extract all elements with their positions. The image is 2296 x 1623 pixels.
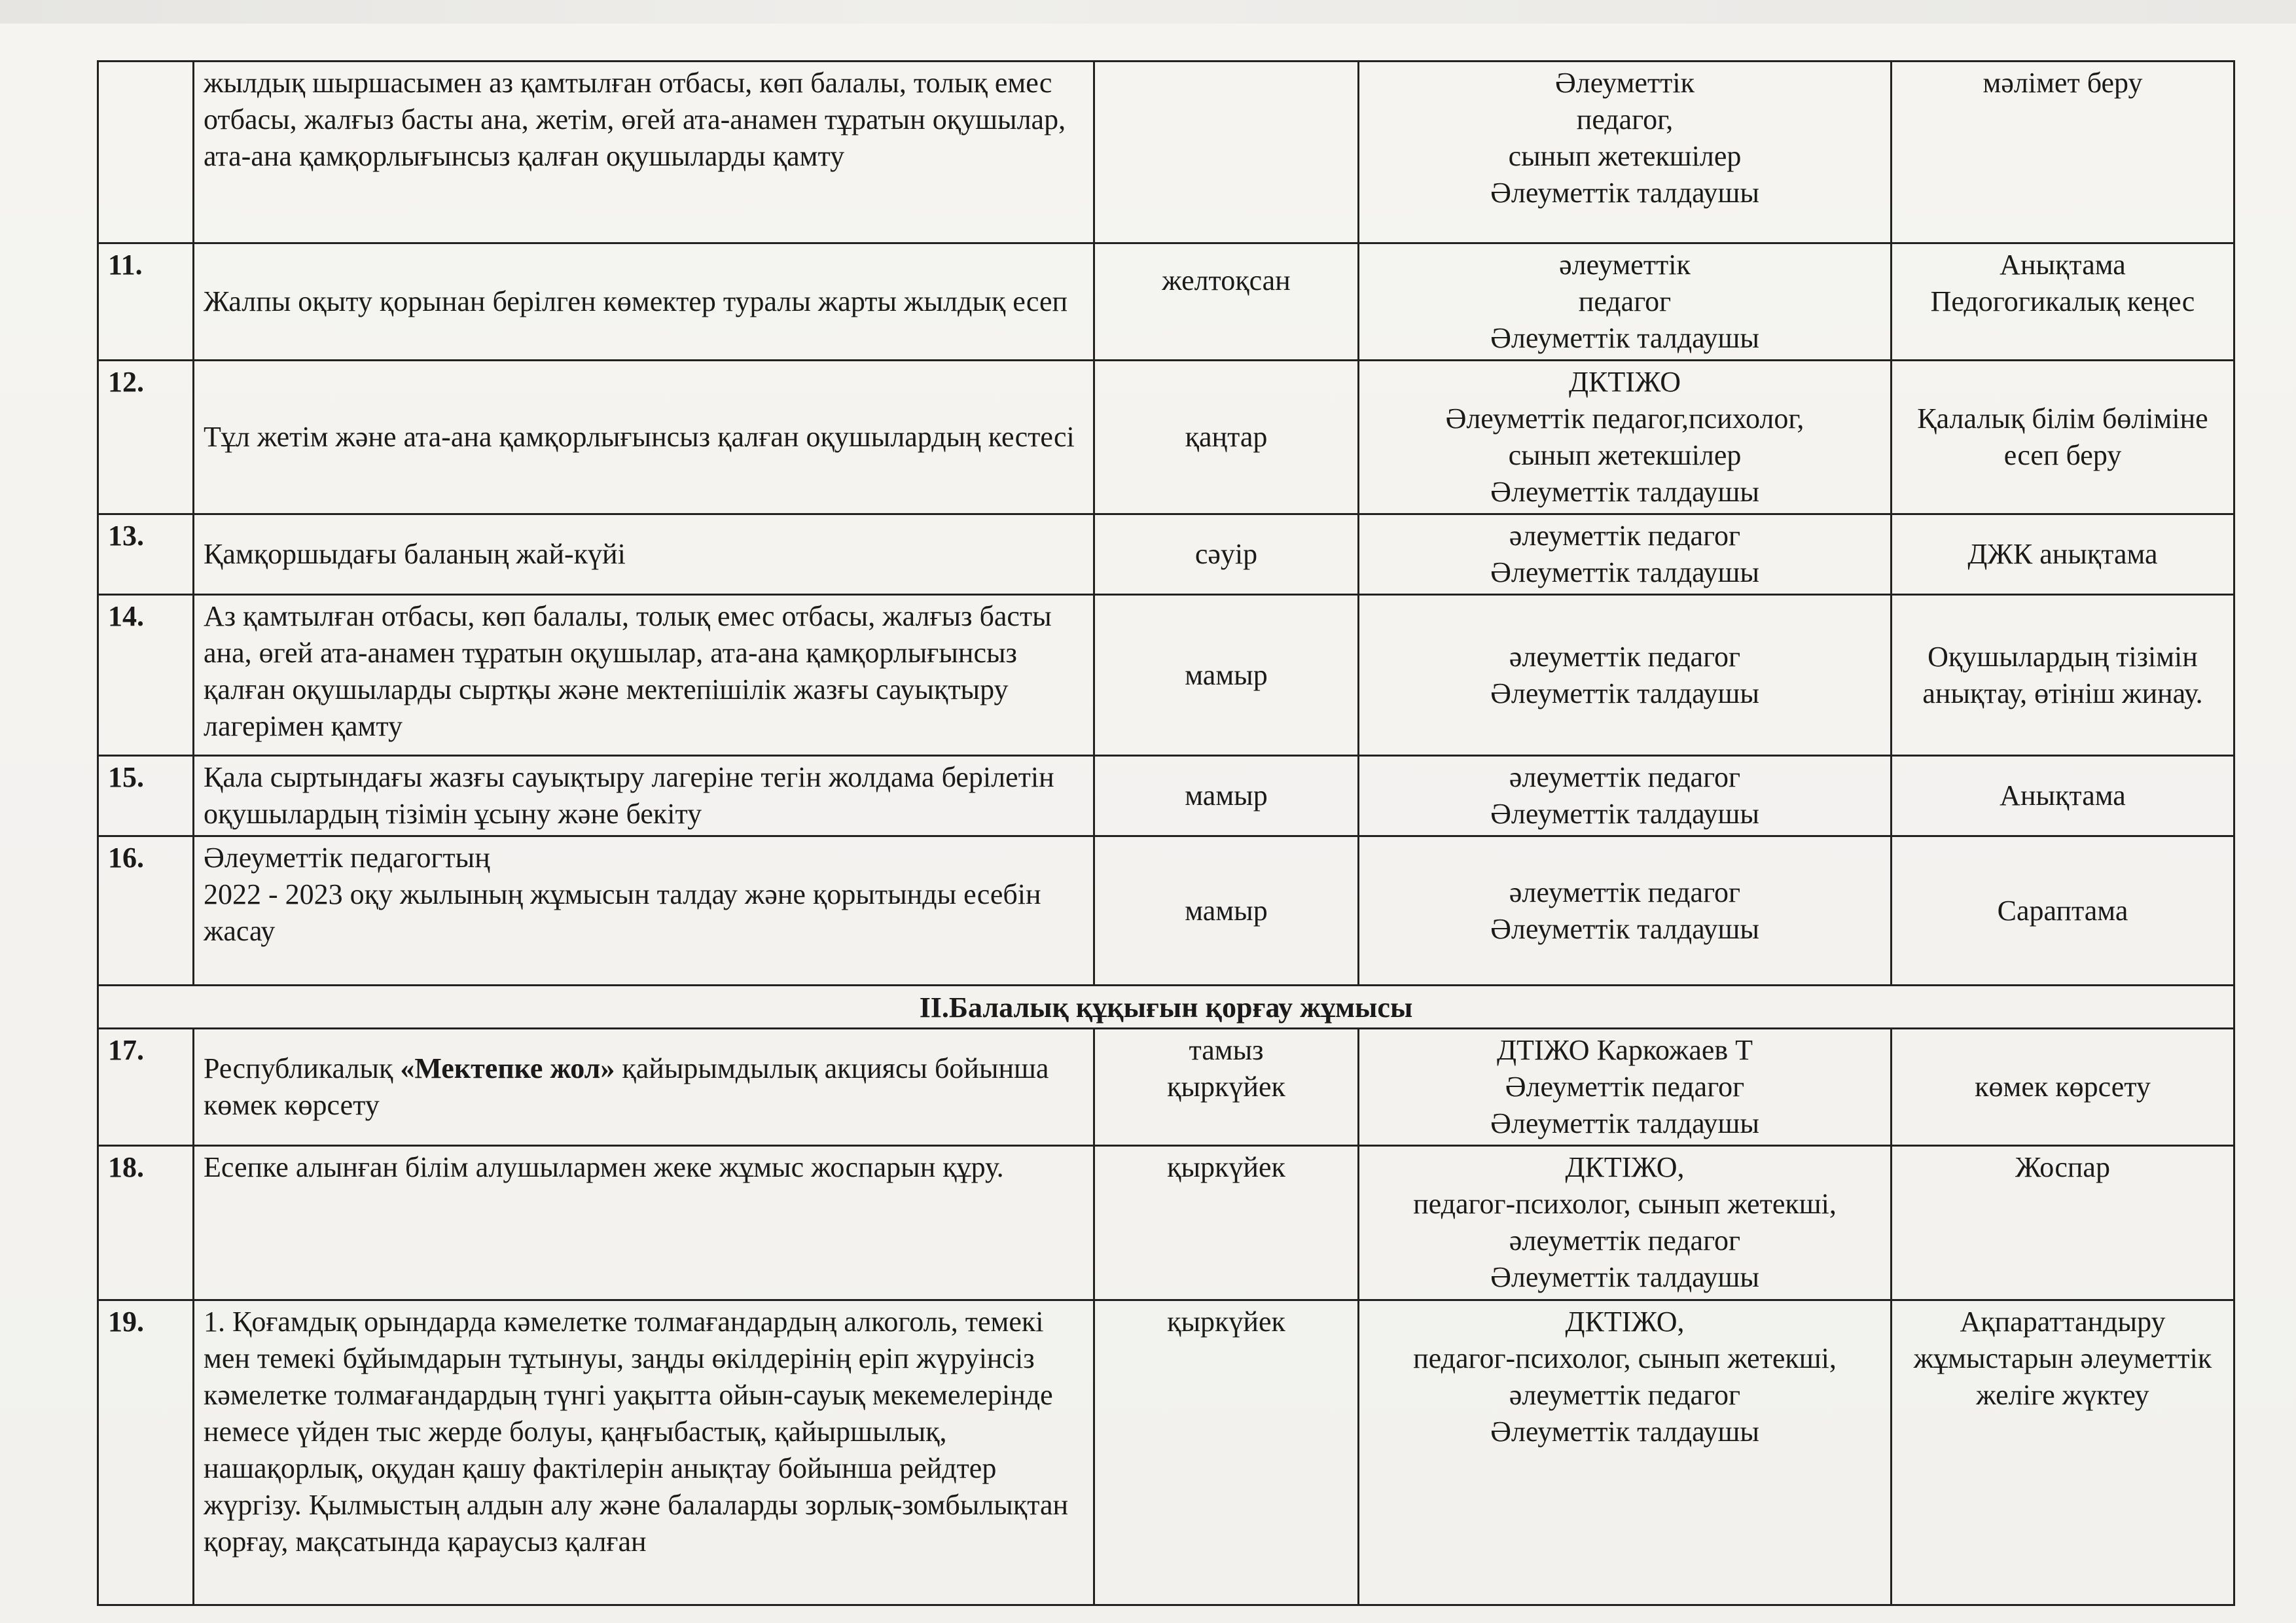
term-cell: қыркүйек [1094,1300,1359,1605]
result-cell: Қалалық білім бөліміне есеп беру [1892,361,2234,514]
term-cell: мамыр [1094,756,1359,836]
result-cell: Анықтама Педогогикалық кеңес [1892,243,2234,361]
result-cell: Ақпараттандыру жұмыстарын әлеуметтік желіге жүктеу [1892,1300,2234,1605]
table-row [98,756,2234,836]
event-cell: Қамқоршыдағы баланың жай-күйі [194,514,1094,595]
table-row [98,243,2234,361]
row-number: 11. [98,243,194,361]
table-row [98,1300,2234,1605]
term-cell [1094,62,1359,243]
result-cell: Жоспар [1892,1146,2234,1300]
table-row [98,1029,2234,1146]
responsible-cell: ДТІЖО Каркожаев Т Әлеуметтік педагог Әлеуметтік талдаушы [1359,1029,1892,1146]
term-cell: сәуір [1094,514,1359,595]
responsible-cell: әлеуметтік педагог Әлеуметтік талдаушы [1359,595,1892,756]
result-cell: көмек көрсету [1892,1029,2234,1146]
row-number: 16. [98,836,194,986]
result-cell: Анықтама [1892,756,2234,836]
row-number: 12. [98,361,194,514]
scan-edge [0,0,2296,24]
section-row [98,986,2234,1029]
row-number: 19. [98,1300,194,1605]
row-number: 17. [98,1029,194,1146]
term-cell: мамыр [1094,595,1359,756]
responsible-cell: ДКТІЖО Әлеуметтік педагог,психолог, сынып жетекшілер Әлеуметтік талдаушы [1359,361,1892,514]
event-cell: Әлеуметтік педагогтың 2022 - 2023 оқу жылының жұмысын талдау және қорытынды есебін жасау [194,836,1094,986]
row-number: 13. [98,514,194,595]
row-number: 18. [98,1146,194,1300]
event-text-prefix: Республикалық [204,1052,401,1084]
table-row [98,62,2234,243]
result-cell: мәлімет беру [1892,62,2234,243]
event-cell: Тұл жетім және ата-ана қамқорлығынсыз қалған оқушылардың кестесі [194,361,1094,514]
plan-table [97,60,2235,1606]
event-cell: Есепке алынған білім алушылармен жеке жұмыс жоспарын құру. [194,1146,1094,1300]
term-cell: мамыр [1094,836,1359,986]
result-cell: Сараптама [1892,836,2234,986]
responsible-cell: ДКТІЖО, педагог-психолог, сынып жетекші, әлеуметтік педагог Әлеуметтік талдаушы [1359,1300,1892,1605]
event-text-bold: «Мектепке жол» [400,1052,615,1084]
section-title: ІІ.Балалық құқығын қорғау жұмысы [98,986,2234,1029]
term-cell: қаңтар [1094,361,1359,514]
row-number [98,62,194,243]
table-row [98,836,2234,986]
table-row [98,514,2234,595]
term-cell: қыркүйек [1094,1146,1359,1300]
term-cell: желтоқсан [1094,243,1359,361]
event-cell: жылдық шыршасымен аз қамтылған отбасы, көп балалы, толық емес отбасы, жалғыз басты ана, жетім, өгей ата-анамен тұратын оқушылар, ата-ана қамқорлығынсыз қалған оқушыларды қамту [194,62,1094,243]
responsible-cell: әлеуметтік педагог Әлеуметтік талдаушы [1359,243,1892,361]
responsible-cell: әлеуметтік педагог Әлеуметтік талдаушы [1359,514,1892,595]
event-text-suffix: қайырымдылық акциясы бойынша көмек көрсету [204,1052,1049,1121]
table-row [98,1146,2234,1300]
responsible-cell: Әлеуметтік педагог, сынып жетекшілер Әлеуметтік талдаушы [1359,62,1892,243]
responsible-cell: әлеуметтік педагог Әлеуметтік талдаушы [1359,756,1892,836]
table-row [98,361,2234,514]
row-number: 15. [98,756,194,836]
event-cell: Аз қамтылған отбасы, көп балалы, толық емес отбасы, жалғыз басты ана, өгей ата-анамен тұратын оқушылар, ата-ана қамқорлығынсыз қалған оқушыларды сыртқы және мектепішілік жазғы сауықтыру лагерімен қамту [194,595,1094,756]
event-cell [194,1029,1094,1146]
responsible-cell: әлеуметтік педагог Әлеуметтік талдаушы [1359,836,1892,986]
event-cell: Жалпы оқыту қорынан берілген көмектер туралы жарты жылдық есеп [194,243,1094,361]
result-cell: ДЖК анықтама [1892,514,2234,595]
event-cell: 1. Қоғамдық орындарда кәмелетке толмағандардың алкоголь, темекі мен темекі бұйымдарын тұтынуы, заңды өкілдерінің еріп жүруінсіз кәмелетке толмағандардың түнгі уақытта ойын-сауық мекемелерінде немесе үйден тыс жерде болуы, қаңғыбастық, қайыршылық, нашақорлық, оқудан қашу фактілерін анықтау бойынша рейдтер жүргізу. Қылмыстың алдын алу және балаларды зорлық-зомбылықтан қорғау, мақсатында қараусыз қалған [194,1300,1094,1605]
term-cell: тамыз қыркүйек [1094,1029,1359,1146]
event-cell: Қала сыртындағы жазғы сауықтыру лагеріне тегін жолдама берілетін оқушылардың тізімін ұсыну және бекіту [194,756,1094,836]
result-cell: Оқушылардың тізімін анықтау, өтініш жинау. [1892,595,2234,756]
row-number: 14. [98,595,194,756]
responsible-cell: ДКТІЖО, педагог-психолог, сынып жетекші, әлеуметтік педагог Әлеуметтік талдаушы [1359,1146,1892,1300]
table-row [98,595,2234,756]
